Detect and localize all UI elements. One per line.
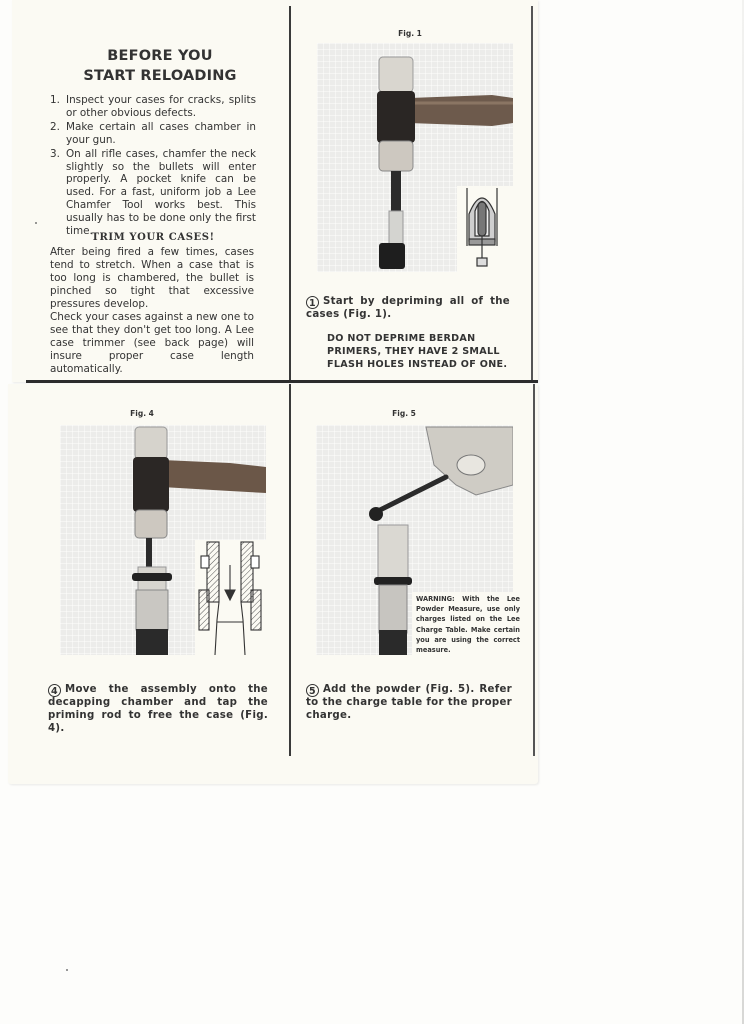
title-line-2: START RELOADING (83, 68, 237, 84)
list-number: 2. (50, 120, 60, 133)
figure-label: Fig. 1 (398, 29, 422, 38)
title-line-1: BEFORE YOU (107, 48, 213, 64)
figure-label: Fig. 5 (392, 409, 416, 418)
trim-paragraph-1: After being fired a few times, cases tend to stretch. When a case that is too long is chambered, the bullet is pinched so tight that excessive pressures develop. (50, 246, 254, 310)
section-subheading: TRIM YOUR CASES! (91, 232, 215, 243)
list-number: 3. (50, 147, 60, 160)
figure-1-photo (317, 43, 513, 272)
step-4 (48, 684, 268, 735)
step-number-badge: 4 (48, 684, 61, 697)
list-item (50, 94, 256, 120)
section-divider (26, 380, 538, 383)
figure-4-photo (60, 425, 266, 655)
list-text: Make certain all cases chamber in your gun. (66, 120, 256, 146)
powder-measure-warning: WARNING: With the Lee Powder Measure, use only charges listed on the Lee Charge Table. Make certain you are using the correct measure. (412, 592, 520, 657)
step-5 (306, 684, 512, 723)
step-number-badge: 5 (306, 684, 319, 697)
list-item (50, 121, 256, 147)
list-number: 1. (50, 94, 60, 106)
step-number-badge: 1 (306, 296, 319, 309)
scan-speck (35, 222, 37, 224)
hammer-decapping-chamber-illustration (60, 425, 266, 655)
trim-paragraph-2: Check your cases against a new one to see that they don't get too long. A Lee case trimmer (see back page) will insure proper case length automatically. (50, 311, 254, 375)
step-1 (306, 296, 510, 322)
checklist (50, 94, 256, 239)
right-border-bottom (533, 384, 535, 756)
page-title (60, 46, 260, 86)
step-text: Add the powder (Fig. 5). Refer to the charge table for the proper charge. (306, 684, 512, 721)
right-border-top (531, 6, 533, 382)
list-item (50, 148, 256, 238)
list-text: On all rifle cases, chamfer the neck slightly so the bullets will enter properly. A pocket knife can be used. For a fast, uniform job a Lee Chamfer Tool works best. This usually has to be done only the first time. (66, 147, 256, 238)
scan-speck (66, 969, 68, 971)
figure-label: Fig. 4 (130, 409, 154, 418)
column-divider-bottom (289, 384, 291, 756)
column-divider-top (289, 6, 291, 382)
hammer-decapping-illustration (317, 43, 513, 272)
step-text: Start by depriming all of the cases (Fig. 1). (306, 296, 510, 320)
berdan-primer-warning: DO NOT DEPRIME BERDAN PRIMERS, THEY HAVE 2 SMALL FLASH HOLES INSTEAD OF ONE. (327, 333, 508, 370)
spacer (494, 384, 496, 385)
list-text: Inspect your cases for cracks, splits or other obvious defects. (66, 94, 256, 119)
step-text: Move the assembly onto the decapping chamber and tap the priming rod to free the case (Fig. 4). (48, 684, 268, 734)
